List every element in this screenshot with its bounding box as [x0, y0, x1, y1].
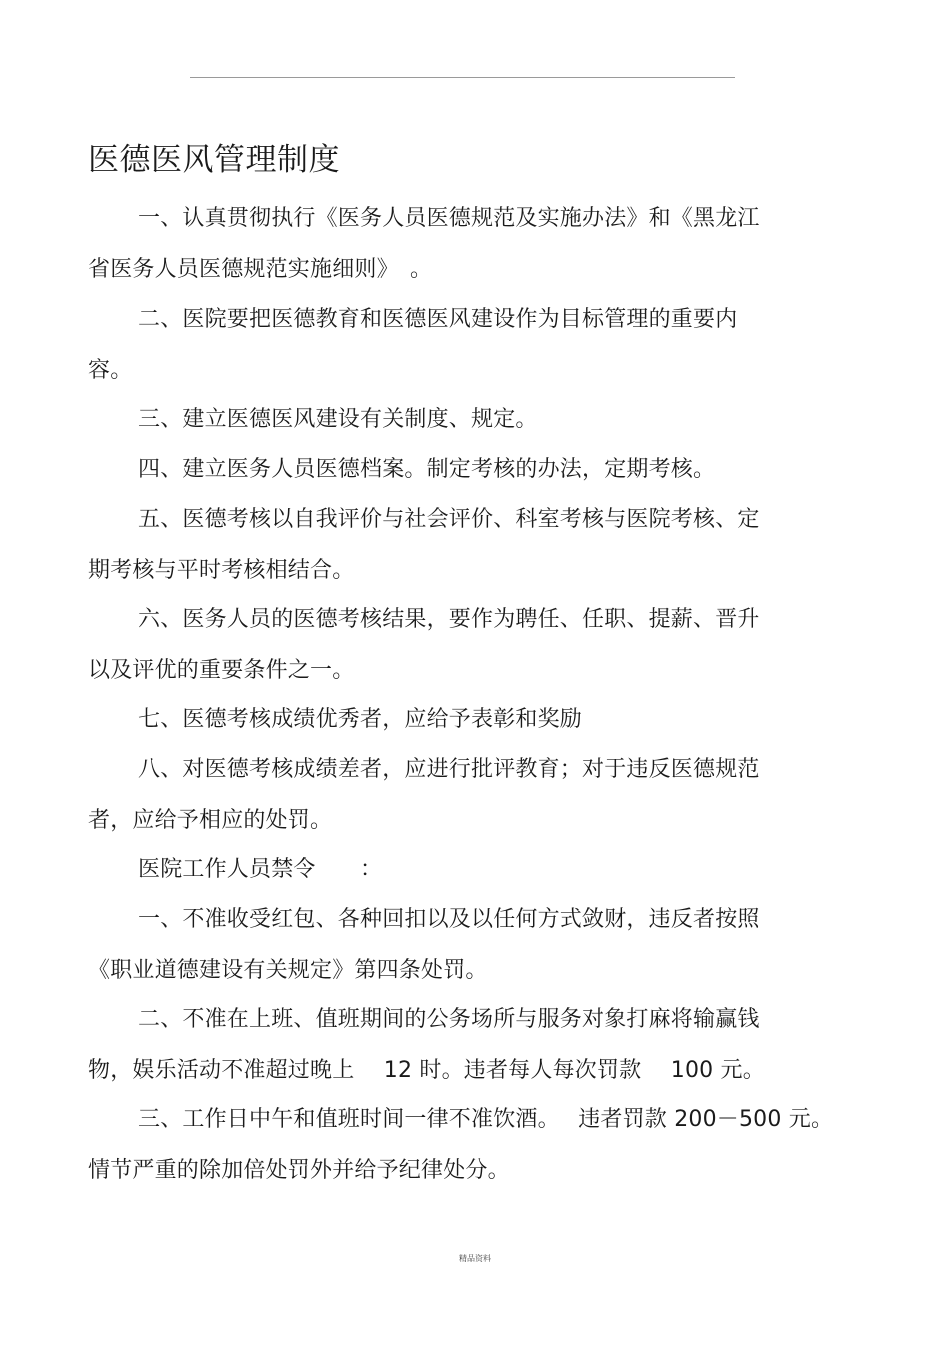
prohibition-3-line-2: 情节严重的除加倍处罚外并给予纪律处分。 [88, 1158, 510, 1183]
rule-5-line-2: 期考核与平时考核相结合。 [88, 558, 355, 583]
document-title: 医德医风管理制度 [88, 142, 340, 178]
rule-7-line: 七、医德考核成绩优秀者，应给予表彰和奖励 [138, 707, 583, 732]
prohibition-3-line-1: 三、工作日中午和值班时间一律不准饮酒。 违者罚款 200－500 元。 [138, 1107, 834, 1132]
page-footer: 精品资料 [459, 1254, 491, 1263]
rule-1-line-2: 省医务人员医德规范实施细则》 。 [88, 257, 433, 282]
rule-6-line-2: 以及评优的重要条件之一。 [88, 658, 355, 683]
prohibition-1-line-1: 一、不准收受红包、各种回扣以及以任何方式敛财，违反者按照 [138, 907, 760, 932]
prohibition-2-line-1: 二、不准在上班、值班期间的公务场所与服务对象打麻将输赢钱 [138, 1007, 760, 1032]
rule-2-line-1: 二、医院要把医德教育和医德医风建设作为目标管理的重要内 [138, 307, 738, 332]
rule-6-line-1: 六、医务人员的医德考核结果，要作为聘任、任职、提薪、晋升 [138, 607, 760, 632]
rule-8-line-2: 者，应给予相应的处罚。 [88, 808, 333, 833]
prohibition-2-line-2: 物，娱乐活动不准超过晚上 12 时。违者每人每次罚款 100 元。 [88, 1058, 765, 1083]
rule-2-line-2: 容。 [88, 358, 133, 383]
rule-8-line-1: 八、对医德考核成绩差者，应进行批评教育；对于违反医德规范 [138, 757, 760, 782]
rule-1-line-1: 一、认真贯彻执行《医务人员医德规范及实施办法》和《黑龙江 [138, 206, 760, 231]
rule-5-line-1: 五、医德考核以自我评价与社会评价、科室考核与医院考核、定 [138, 507, 760, 532]
rule-3-line: 三、建立医德医风建设有关制度、规定。 [138, 407, 538, 432]
rule-4-line: 四、建立医务人员医德档案。制定考核的办法，定期考核。 [138, 457, 716, 482]
header-rule [190, 77, 735, 78]
prohibitions-heading: 医院工作人员禁令 ： [138, 857, 383, 882]
prohibition-1-line-2: 《职业道德建设有关规定》第四条处罚。 [88, 958, 488, 983]
